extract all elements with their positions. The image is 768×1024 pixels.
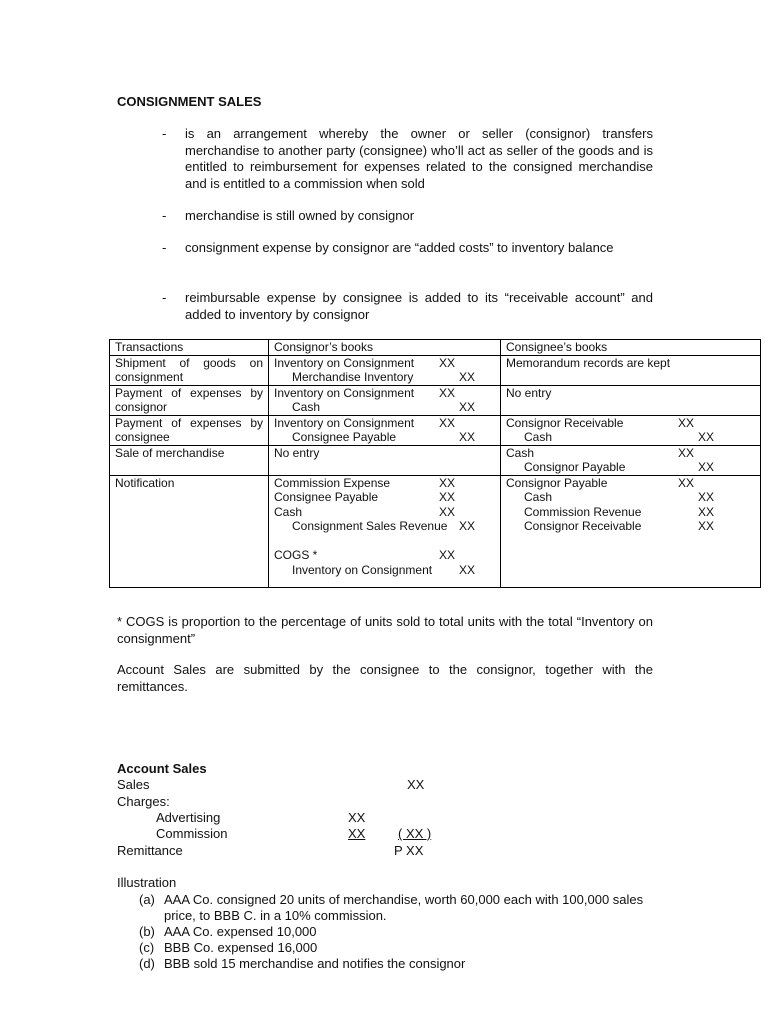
table-row [110, 445, 761, 475]
illustration-item [139, 892, 659, 924]
bullet-item: is an arrangement whereby the owner or seller (consignor) transfers merchandise to another party (consignee) who’ll act as seller of the goods and is entitled to reimbursement for expenses related to the consigned merchandise and is entitled to a commission when sold [185, 126, 653, 191]
bullet-dash: - [162, 240, 167, 255]
journal-line [506, 430, 755, 445]
bullet-dash: - [162, 126, 167, 141]
journal-line [506, 416, 755, 431]
table-row [110, 355, 761, 385]
illustration-item [139, 940, 659, 956]
amount: XX [439, 475, 456, 490]
amount: XX [439, 355, 456, 370]
commission-amount: XX [348, 826, 366, 841]
illustration-item-label: (c) [139, 940, 155, 955]
journal-line [274, 446, 495, 461]
illustration-item-text: BBB sold 15 merchandise and notifies the consignor [164, 956, 466, 971]
illustration-item-text: BBB Co. expensed 16,000 [164, 940, 318, 955]
table-row [110, 475, 761, 587]
table-row [110, 415, 761, 445]
account-name: Consignor Receivable [524, 519, 642, 533]
account-name: COGS * [274, 548, 318, 562]
journal-entries-table [109, 339, 761, 588]
illustration-item [139, 956, 659, 972]
journal-line [506, 446, 755, 461]
account-name: Consignment Sales Revenue [292, 519, 448, 533]
amount: XX [439, 548, 456, 562]
account-name: Cash [292, 400, 321, 414]
consignee-books-cell [501, 355, 761, 385]
journal-line [274, 534, 495, 549]
journal-line [274, 430, 495, 445]
account-name: Inventory on Consignment [274, 385, 415, 400]
transaction-cell: Payment of expenses by consignor [110, 385, 269, 415]
amount: XX [459, 562, 476, 577]
account-name: No entry [274, 445, 320, 460]
account-name: Commission Expense [274, 475, 391, 490]
journal-line [506, 519, 755, 534]
journal-line [274, 386, 495, 401]
consignee-books-cell [501, 475, 761, 587]
account-name: Inventory on Consignment [274, 415, 415, 430]
amount: XX [439, 385, 456, 400]
journal-line [506, 460, 755, 475]
consignee-books-cell [501, 415, 761, 445]
amount: XX [439, 504, 456, 519]
illustration-item-label: (b) [139, 924, 155, 939]
amount: XX [459, 370, 476, 384]
journal-line [274, 370, 495, 385]
table-header-row [110, 340, 761, 356]
consignee-books-cell [501, 445, 761, 475]
bullet-item: merchandise is still owned by consignor [185, 208, 415, 223]
amount: XX [678, 475, 695, 490]
amount: XX [678, 415, 695, 430]
transaction-cell: Payment of expenses by consignee [110, 415, 269, 445]
consignor-books-cell [269, 475, 501, 587]
advertising-label: Advertising [156, 810, 221, 825]
illustration-item-text: AAA Co. expensed 10,000 [164, 924, 317, 939]
account-name: Consignor Receivable [506, 415, 624, 430]
journal-line [274, 519, 495, 534]
journal-line [506, 476, 755, 491]
journal-line [274, 563, 495, 578]
bullet-dash: - [162, 208, 167, 223]
journal-line [506, 356, 755, 371]
amount: XX [698, 460, 715, 474]
charges-label: Charges: [117, 794, 170, 809]
amount: XX [698, 430, 715, 444]
journal-line [506, 505, 755, 520]
account-name: Cash [524, 490, 553, 504]
account-name: No entry [506, 385, 552, 400]
consignor-books-cell [269, 415, 501, 445]
advertising-amount: XX [348, 810, 366, 825]
amount: XX [698, 504, 715, 519]
account-name: Merchandise Inventory [292, 370, 414, 384]
table-row [110, 385, 761, 415]
journal-line [274, 476, 495, 491]
sales-amount: XX [407, 777, 425, 792]
journal-line [274, 416, 495, 431]
journal-line [274, 490, 495, 505]
remittance-amount: P XX [394, 843, 424, 858]
illustration-item [139, 924, 659, 940]
amount: XX [439, 490, 456, 504]
illustration-item-text: AAA Co. consigned 20 units of merchandise, worth 60,000 each with 100,000 sales price, to BBB C. in a 10% commission. [164, 892, 644, 923]
sales-label: Sales [117, 777, 150, 792]
transaction-cell: Notification [110, 475, 269, 587]
journal-line [506, 386, 755, 401]
account-name: Cash [524, 430, 553, 444]
illustration-heading: Illustration [117, 875, 177, 890]
consignor-books-cell [269, 355, 501, 385]
amount: XX [439, 415, 456, 430]
account-name: Consignor Payable [524, 460, 626, 474]
header-transactions: Transactions [110, 340, 269, 356]
amount: XX [698, 490, 715, 504]
account-name: Consignee Payable [274, 490, 379, 504]
amount: XX [459, 519, 476, 533]
account-name: Inventory on Consignment [292, 562, 433, 577]
commission-label: Commission [156, 826, 228, 841]
account-name: Cash [274, 504, 303, 519]
account-name: Memorandum records are kept [506, 355, 671, 370]
cogs-footnote: * COGS is proportion to the percentage of units sold to total units with the total “Inventory on consignment” [117, 614, 653, 646]
amount: XX [698, 519, 715, 533]
header-consignee-books: Consignee’s books [501, 340, 761, 356]
account-name: Consignor Payable [506, 475, 608, 490]
consignee-books-cell [501, 385, 761, 415]
account-name: Consignee Payable [292, 430, 397, 444]
header-consignor-books: Consignor’s books [269, 340, 501, 356]
amount: XX [459, 430, 476, 444]
journal-line [506, 490, 755, 505]
bullet-item: reimbursable expense by consignee is added to its “receivable account” and added to inventory by consignor [185, 290, 653, 322]
illustration-item-label: (a) [139, 892, 155, 907]
account-sales-heading: Account Sales [117, 761, 207, 776]
remittance-label: Remittance [117, 843, 183, 858]
amount: XX [678, 445, 695, 460]
document-title: CONSIGNMENT SALES [117, 94, 262, 109]
account-sales-note: Account Sales are submitted by the consignee to the consignor, together with the remittances. [117, 662, 653, 694]
consignor-books-cell [269, 385, 501, 415]
account-name: Commission Revenue [524, 504, 642, 519]
journal-line [274, 356, 495, 371]
account-name: Cash [506, 445, 535, 460]
journal-line [274, 548, 495, 563]
account-name: Inventory on Consignment [274, 355, 415, 370]
consignor-books-cell [269, 445, 501, 475]
bullet-dash: - [162, 290, 167, 305]
amount: XX [459, 400, 476, 414]
journal-line [274, 400, 495, 415]
charges-total: ( XX ) [398, 826, 432, 841]
transaction-cell: Shipment of goods on consignment [110, 355, 269, 385]
transaction-cell: Sale of merchandise [110, 445, 269, 475]
journal-line [274, 505, 495, 520]
illustration-item-label: (d) [139, 956, 155, 971]
bullet-item: consignment expense by consignor are “added costs” to inventory balance [185, 240, 614, 255]
